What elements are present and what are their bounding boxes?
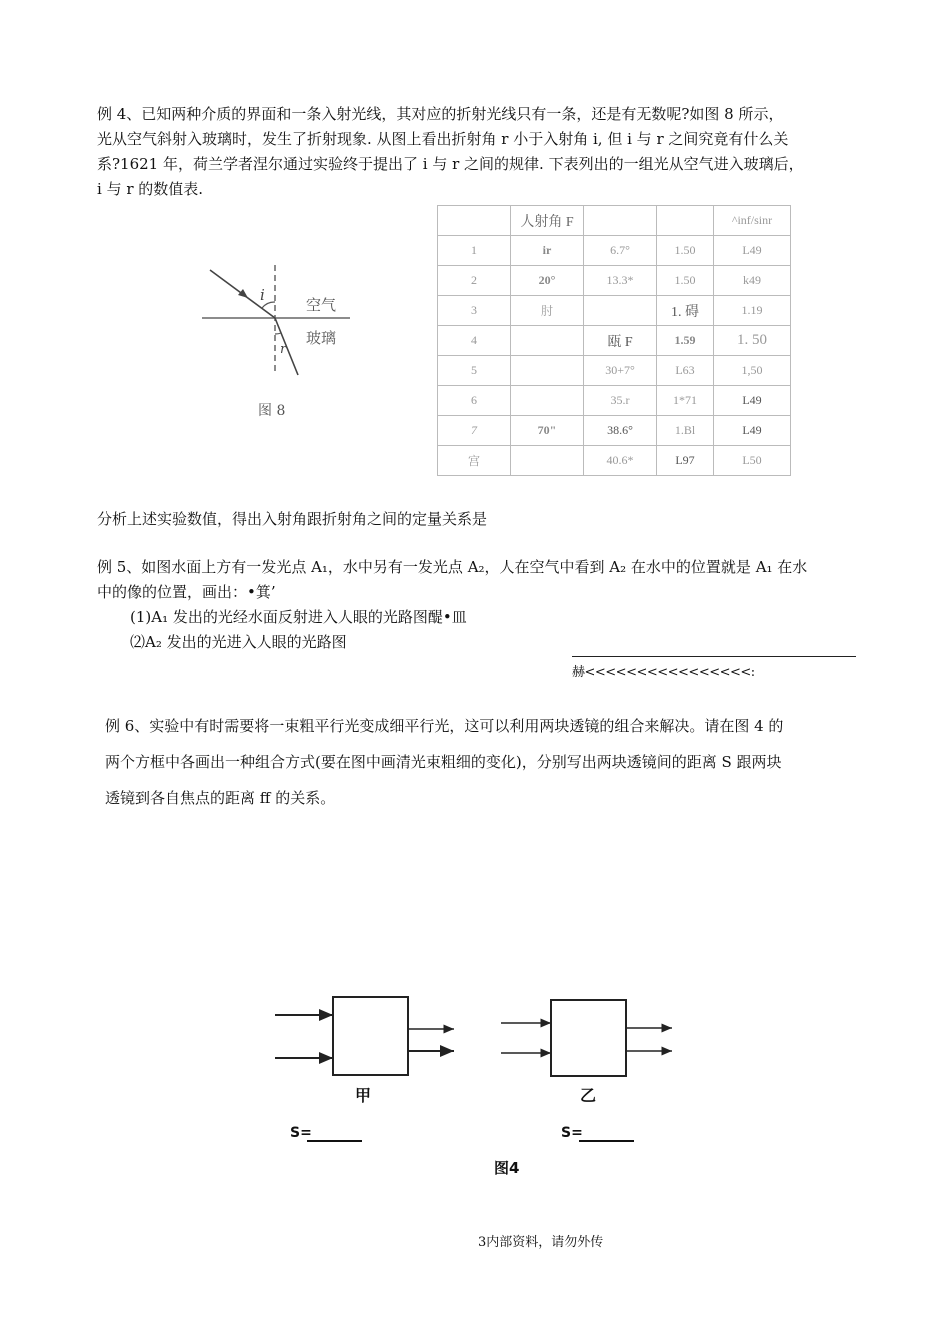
table-cell: 5 (438, 356, 511, 386)
example5-line-1: 例 5、如图水面上方有一发光点 A₁，水中另有一发光点 A₂，人在空气中看到 A₂ 在水中的位置就是 A₁ 在水 (97, 558, 808, 576)
example5-item-1: (1)A₁ 发出的光经水面反射进入人眼的光路图醍•皿 (130, 608, 467, 626)
table-cell: 1. 碍 (657, 296, 714, 326)
table-cell (511, 386, 584, 416)
example4-line-2: 光从空气斜射入玻璃时，发生了折射现象. 从图上看出折射角 r 小于入射角 i, 但 i 与 r 之间究竟有什么关 (97, 130, 789, 148)
table-cell: 70" (511, 416, 584, 446)
table-cell (511, 356, 584, 386)
table-header-cell: 人射角 F (511, 206, 584, 236)
angle-r-arc (275, 333, 281, 334)
table-row (438, 356, 791, 386)
table-cell: 1*71 (657, 386, 714, 416)
example6-line-3: 透镜到各自焦点的距离 ff 的关系。 (105, 789, 336, 807)
table-header-cell (584, 206, 657, 236)
example6-line-2: 两个方框中各画出一种组合方式(要在图中画清光束粗细的变化)，分别写出两块透镜间的距离 S 跟两块 (105, 753, 782, 771)
table-cell: 3 (438, 296, 511, 326)
box-right (551, 1000, 626, 1076)
table-cell: 6 (438, 386, 511, 416)
table-cell: 1 (438, 236, 511, 266)
table-cell: 1. 50 (714, 326, 791, 356)
example4-line-4: i 与 r 的数值表. (97, 180, 204, 198)
table-cell (584, 296, 657, 326)
table-cell: 35.r (584, 386, 657, 416)
table-header-cell: ^inf/sinr (714, 206, 791, 236)
label-r: r (280, 342, 287, 357)
table-cell: L49 (714, 236, 791, 266)
table-cell (511, 326, 584, 356)
example6-line-1: 例 6、实验中有时需要将一束粗平行光变成细平行光，这可以利用两块透镜的组合来解决。请在图 4 的 (105, 717, 784, 735)
label-i: i (260, 286, 265, 304)
s-right-label: S= (561, 1125, 583, 1141)
example5-line-2: 中的像的位置，画出：•箕’ (97, 583, 276, 601)
water-surface-line (572, 656, 856, 657)
angle-table (437, 205, 791, 476)
figure8-caption: 图 8 (258, 403, 286, 419)
table-row (438, 386, 791, 416)
page-footer: 3内部资料，请勿外传 (478, 1235, 604, 1250)
lens-boxes-diagram (270, 990, 690, 1090)
box-left (333, 997, 408, 1075)
example4-line-1: 例 4、已知两种介质的界面和一条入射光线，其对应的折射光线只有一条，还是有无数呢?如图 8 所示， (97, 105, 784, 123)
table-header-cell (657, 206, 714, 236)
table-cell: 1.19 (714, 296, 791, 326)
table-cell: L49 (714, 416, 791, 446)
label-air: 空气 (306, 296, 337, 314)
table-cell: 13.3* (584, 266, 657, 296)
table-cell: 7 (438, 416, 511, 446)
table-cell: 4 (438, 326, 511, 356)
s-right-blank (579, 1140, 634, 1142)
example5-item-2: ⑵A₂ 发出的光进入人眼的光路图 (130, 633, 347, 651)
table-cell: 肘 (511, 296, 584, 326)
label-glass: 玻璃 (306, 329, 337, 347)
table-cell: 1.59 (657, 326, 714, 356)
table-header-row (438, 206, 791, 236)
table-cell: 宫 (438, 446, 511, 476)
table-cell: 1.50 (657, 266, 714, 296)
table-row (438, 446, 791, 476)
incident-arrow-icon (238, 289, 248, 298)
table-header-cell (438, 206, 511, 236)
table-row (438, 326, 791, 356)
table-cell: 30+7° (584, 356, 657, 386)
figure4-caption: 图4 (494, 1159, 520, 1177)
refracted-ray (275, 318, 298, 375)
table-row (438, 266, 791, 296)
table-cell: 40.6* (584, 446, 657, 476)
table-cell: 1.Bl (657, 416, 714, 446)
table-cell: 2 (438, 266, 511, 296)
table-cell: 1,50 (714, 356, 791, 386)
table-cell: 38.6° (584, 416, 657, 446)
table-cell: L50 (714, 446, 791, 476)
table-cell (511, 446, 584, 476)
analysis-line: 分析上述实验数值，得出入射角跟折射角之间的定量关系是 (97, 510, 488, 528)
label-jia: 甲 (355, 1086, 372, 1105)
label-yi: 乙 (580, 1086, 597, 1105)
table-cell: L63 (657, 356, 714, 386)
table-cell: ir (511, 236, 584, 266)
table-cell: 20° (511, 266, 584, 296)
water-marks: 赫<<<<<<<<<<<<<<<<: (572, 665, 755, 680)
table-cell: 瓯 F (584, 326, 657, 356)
table-row (438, 416, 791, 446)
s-left-blank (307, 1140, 362, 1142)
table-cell: 1.50 (657, 236, 714, 266)
s-left-label: S= (290, 1125, 312, 1141)
table-cell: L97 (657, 446, 714, 476)
table-row (438, 296, 791, 326)
table-cell: k49 (714, 266, 791, 296)
table-cell: L49 (714, 386, 791, 416)
example4-line-3: 系?1621 年，荷兰学者涅尔通过实验终于提出了 i 与 r 之间的规律. 下表列出的一组光从空气进入玻璃后， (97, 155, 804, 173)
table-row (438, 236, 791, 266)
table-cell: 6.7° (584, 236, 657, 266)
